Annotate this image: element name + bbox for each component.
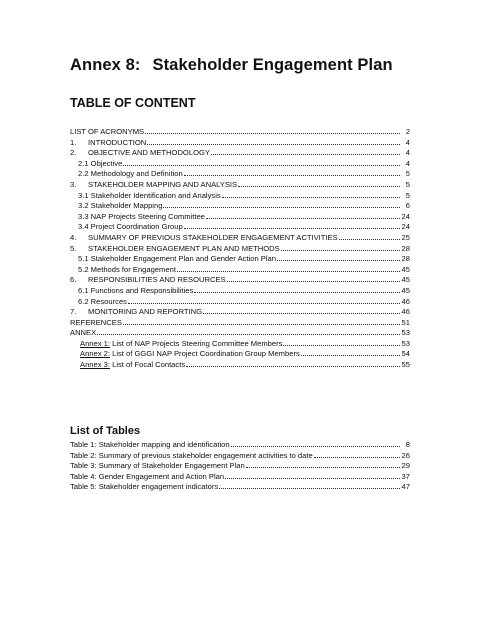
toc-entry-label: 6.1 Functions and Responsibilities [78, 285, 194, 295]
toc-entry[interactable] [70, 318, 410, 329]
toc-entry[interactable] [70, 307, 410, 318]
table-entry-label: Table 1: Stakeholder mapping and identification [70, 440, 230, 449]
toc-annex-entry[interactable] [70, 349, 410, 360]
toc-entry-label: 5.1 Stakeholder Engagement Plan and Gender Action Plan [78, 254, 276, 264]
dot-leader [225, 472, 400, 479]
toc-entry[interactable] [70, 233, 410, 244]
toc-entry[interactable] [70, 148, 410, 159]
toc-entry-label: 3.4 Project Coordination Group [78, 222, 183, 232]
toc-entry-label: SUMMARY OF PREVIOUS STAKEHOLDER ENGAGEMENT ACTIVITIES [88, 232, 338, 242]
toc-entry-number: 7. [70, 307, 77, 317]
toc-entry-label: 2.2 Methodology and Definition [78, 169, 183, 179]
list-of-tables [70, 440, 410, 493]
toc-entry-page: 6 [405, 201, 410, 211]
toc-entry-label: 5.2 Methods for Engagement [78, 264, 176, 274]
annex-link[interactable]: Annex 1: [80, 338, 110, 348]
toc-entry-page: 5 [405, 179, 410, 189]
toc-entry-label: OBJECTIVE AND METHODOLOGY [88, 148, 210, 158]
annex-number: Annex 8: [70, 56, 141, 74]
toc-entry[interactable] [70, 328, 410, 339]
table-entry-label: Table 2: Summary of previous stakeholder engagement activities to date [70, 450, 313, 460]
toc-entry[interactable] [70, 127, 410, 138]
toc-entry-number: 2. [70, 148, 77, 158]
toc-entry-label: List of GGGI NAP Project Coordination Group Members [109, 349, 300, 359]
annex-title [70, 56, 393, 75]
toc-entry-label: List of Focal Contacts [109, 360, 186, 370]
toc-entry[interactable] [70, 212, 410, 223]
annex-link[interactable]: Annex 2: [80, 349, 110, 359]
dot-leader [238, 180, 400, 187]
toc-entry-label: 3.1 Stakeholder Identification and Analysis [78, 190, 221, 200]
toc-entry[interactable] [70, 138, 410, 149]
annex-link[interactable]: Annex 3: [80, 360, 110, 370]
dot-leader [145, 127, 400, 134]
dot-leader [177, 265, 400, 272]
dot-leader [123, 318, 400, 325]
table-entry-label: Table 3: Summary of Stakeholder Engagement Plan [70, 461, 245, 471]
toc-entry[interactable] [70, 169, 410, 180]
dot-leader [97, 328, 400, 335]
toc-entry[interactable] [70, 265, 410, 276]
toc-entry-page: 4 [405, 158, 410, 168]
toc-entry-label: INTRODUCTION [88, 137, 147, 147]
table-list-entry[interactable] [70, 482, 410, 493]
toc-entry-label: ANNEX [70, 328, 97, 338]
toc-entry-number: 1. [70, 137, 77, 147]
list-of-tables-heading: List of Tables [70, 425, 141, 437]
toc-entry-page: 46 [401, 296, 410, 306]
dot-leader [277, 254, 400, 261]
toc-entry-page: 45 [401, 275, 410, 285]
toc-entry-page: 4 [405, 148, 410, 158]
table-list-entry[interactable] [70, 461, 410, 472]
dot-leader [219, 482, 400, 489]
toc-entry-label: MONITORING AND REPORTING [88, 307, 203, 317]
dot-leader [184, 222, 400, 229]
toc-entry-label: RESPONSIBILITIES AND RESOURCES [88, 275, 226, 285]
toc-entry-label: LIST OF ACRONYMS [70, 127, 145, 136]
toc-entry-page: 45 [401, 264, 410, 274]
toc-entry-page: 5 [405, 169, 410, 179]
toc-entry-label: STAKEHOLDER ENGAGEMENT PLAN AND METHODS [88, 243, 280, 253]
dot-leader [301, 349, 400, 356]
table-of-contents [70, 127, 410, 371]
table-list-entry[interactable] [70, 451, 410, 462]
toc-entry[interactable] [70, 275, 410, 286]
table-entry-label: Table 4: Gender Engagement and Action Plan [70, 471, 225, 481]
dot-leader [211, 148, 400, 155]
toc-entry-page: 53 [401, 328, 410, 338]
dot-leader [339, 233, 400, 240]
toc-entry-page: 51 [401, 317, 410, 327]
dot-leader [203, 307, 400, 314]
dot-leader [231, 440, 400, 447]
dot-leader [281, 244, 400, 251]
dot-leader [163, 201, 400, 208]
table-list-entry[interactable] [70, 472, 410, 483]
table-list-entry[interactable] [70, 440, 410, 451]
table-entry-page: 26 [401, 450, 410, 460]
toc-entry[interactable] [70, 222, 410, 233]
toc-entry-number: 3. [70, 179, 77, 189]
toc-entry-page: 24 [401, 211, 410, 221]
toc-entry-page: 25 [401, 232, 410, 242]
dot-leader [194, 286, 400, 293]
toc-entry-page: 4 [405, 137, 410, 147]
toc-entry[interactable] [70, 286, 410, 297]
table-entry-page: 29 [401, 461, 410, 471]
dot-leader [314, 451, 400, 458]
toc-entry-page: 24 [401, 222, 410, 232]
toc-entry[interactable] [70, 191, 410, 202]
table-entry-page: 37 [401, 471, 410, 481]
dot-leader [227, 275, 400, 282]
table-entry-page: 47 [401, 482, 410, 492]
table-entry-label: Table 5: Stakeholder engagement indicators [70, 482, 219, 492]
toc-entry-page: 28 [401, 254, 410, 264]
toc-entry-number: 4. [70, 232, 77, 242]
dot-leader [128, 297, 400, 304]
toc-entry[interactable] [70, 180, 410, 191]
dot-leader [186, 360, 400, 367]
toc-heading: TABLE OF CONTENT [70, 96, 196, 110]
toc-entry-page: 53 [401, 338, 410, 348]
toc-entry-page: 5 [405, 190, 410, 200]
toc-entry[interactable] [70, 159, 410, 170]
toc-entry-label: STAKEHOLDER MAPPING AND ANALYSIS [88, 179, 238, 189]
toc-entry-label: 2.1 Objective [78, 158, 123, 168]
toc-entry[interactable] [70, 297, 410, 308]
toc-entry-label: 3.2 Stakeholder Mapping [78, 201, 163, 211]
toc-annex-entry[interactable] [70, 339, 410, 350]
toc-entry-label: REFERENCES [70, 317, 122, 327]
toc-entry-label: List of NAP Projects Steering Committee Members [109, 338, 283, 348]
toc-entry-number: 5. [70, 243, 77, 253]
dot-leader [123, 159, 400, 166]
toc-annex-entry[interactable] [70, 360, 410, 371]
dot-leader [283, 339, 400, 346]
dot-leader [147, 138, 400, 145]
toc-entry-label: 3.3 NAP Projects Steering Committee [78, 211, 205, 221]
toc-entry[interactable] [70, 244, 410, 255]
toc-entry-number: 6. [70, 275, 77, 285]
toc-entry[interactable] [70, 254, 410, 265]
toc-entry-page: 46 [401, 307, 410, 317]
dot-leader [206, 212, 400, 219]
dot-leader [184, 169, 400, 176]
toc-entry[interactable] [70, 201, 410, 212]
toc-entry-label: 6.2 Resources [78, 296, 127, 306]
dot-leader [246, 461, 400, 468]
annex-name: Stakeholder Engagement Plan [152, 56, 393, 74]
table-entry-page: 8 [405, 440, 410, 449]
toc-entry-page: 2 [405, 127, 410, 136]
toc-entry-page: 45 [401, 285, 410, 295]
toc-entry-page: 28 [401, 243, 410, 253]
toc-entry-page: 54 [401, 349, 410, 359]
toc-entry-page: 55 [401, 360, 410, 370]
dot-leader [222, 191, 400, 198]
